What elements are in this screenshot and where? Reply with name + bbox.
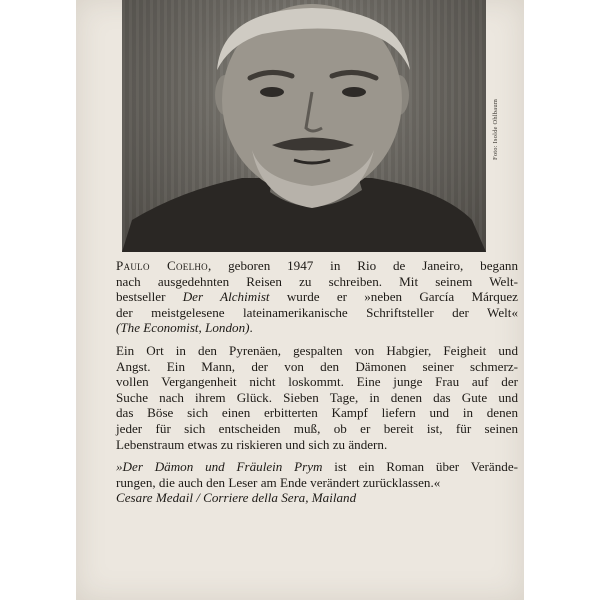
- author-portrait-illustration: [122, 0, 486, 252]
- synopsis: Ein Ort in den Pyrenäen, gespalten von Habgier, Feigheit und Angst. Ein Mann, der von den Dämonen seiner schmerz- vollen Vergangenheit nicht loskommt. Eine junge Frau auf der Suche nach ihrem Glück. Sieben Tage, in denen das Gute und das Böse sich einen erbitterten Kampf liefern und in denen jeder für sich entscheiden muß, ob er bereit ist, für seinen Lebenstraum etwas zu riskieren und sich zu ändern.: [116, 342, 518, 452]
- author-bio: Paulo Coelho, geboren 1947 in Rio de Janeiro, begann nach ausgedehnten Reisen zu schreiben. Mit seinem Welt- bestseller Der Alchimist wurde er »neben García Márquez der meistgelesene lateinamerikanische Schriftsteller der Welt« (The Economist, London).: [116, 258, 518, 336]
- photo-credit: Foto: Isolde Ohlbaum: [492, 98, 499, 160]
- book-title: Der Alchimist: [182, 289, 270, 305]
- author-name: Paulo Coelho: [116, 258, 208, 273]
- book-back-cover: [76, 0, 524, 600]
- press-source: (The Economist, London): [116, 320, 250, 336]
- quote-attribution: Cesare Medail / Corriere della Sera, Mailand: [116, 490, 357, 506]
- back-cover-text: [116, 258, 518, 506]
- author-photo: [122, 0, 486, 252]
- review-quote: »Der Dämon und Fräulein Prym ist ein Roman über Verände- rungen, die auch den Leser am Ende verändert zurücklassen.« Cesare Medail / Corriere della Sera, Mailand: [116, 459, 518, 506]
- quoted-title: »Der Dämon und Fräulein Prym: [116, 459, 323, 475]
